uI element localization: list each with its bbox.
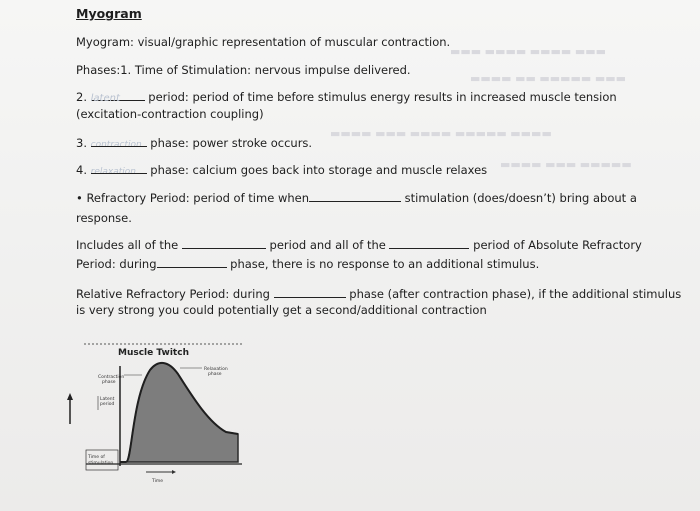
phase-2-number: 2. — [76, 90, 87, 104]
relative-blank[interactable] — [274, 287, 346, 298]
absolute-text-a: Includes all of the — [76, 238, 179, 252]
bleed-through-text: ▬▬▬▬ ▬▬ ▬▬▬▬▬ ▬▬▬ — [470, 72, 626, 85]
bleed-through-text: ▬▬▬▬ ▬▬▬ ▬▬▬▬▬ — [500, 158, 632, 171]
phase-2-text: period: period of time before stimulus energy results in increased muscle tension — [148, 90, 617, 104]
tension-arrow-head — [67, 393, 73, 400]
refractory-text-b: stimulation (does/doesn’t) bring about a — [404, 191, 637, 205]
refractory-line — [76, 191, 637, 206]
absolute-text-c: period of Absolute Refractory — [473, 238, 642, 252]
time-arrow-head — [172, 470, 176, 474]
phase-2-handwritten-answer: latent — [90, 93, 120, 104]
time-label: Time — [152, 479, 164, 484]
phase-4-number: 4. — [76, 163, 87, 177]
absolute-blank-3[interactable] — [157, 257, 227, 268]
absolute-blank-2[interactable] — [389, 238, 469, 249]
absolute-line-2 — [76, 257, 539, 272]
phase-2-blank[interactable] — [90, 90, 145, 104]
contraction-label-2: phase — [102, 380, 116, 385]
muscle-twitch-diagram — [62, 338, 252, 488]
phase-2-line — [76, 90, 617, 105]
refractory-text-line2: response. — [76, 211, 132, 225]
absolute-text-d: Period: during — [76, 257, 157, 271]
phase-4-handwritten-answer: relaxation — [90, 167, 136, 174]
phase-4-line — [76, 163, 487, 178]
relaxation-label-2: phase — [208, 372, 222, 377]
stimulation-box — [86, 450, 118, 470]
latent-label-2: period — [100, 402, 115, 407]
definition-text: Myogram: visual/graphic representation of muscular contraction. — [76, 35, 451, 49]
absolute-blank-1[interactable] — [182, 238, 266, 249]
phase-4-blank[interactable] — [91, 163, 147, 174]
phase-2-text-line2: (excitation-contraction coupling) — [76, 107, 264, 121]
stimulation-label-1: Time of — [88, 455, 105, 460]
absolute-text-b: period and all of the — [269, 238, 386, 252]
refractory-blank[interactable] — [309, 191, 401, 202]
refractory-text-a: Refractory Period: period of time when — [86, 191, 309, 205]
bullet: • — [76, 191, 83, 205]
relaxation-label-1: Relaxation — [204, 367, 228, 372]
phases-intro: Phases:1. Time of Stimulation: nervous impulse delivered. — [76, 63, 411, 77]
contraction-label-1: Contraction — [98, 375, 125, 380]
phase-3-handwritten-answer: contraction — [90, 140, 142, 147]
absolute-text-e: phase, there is no response to an additional stimulus. — [230, 257, 540, 271]
diagram-title: Muscle Twitch — [118, 348, 189, 358]
stimulation-label-2: stimulation — [88, 461, 114, 466]
relative-line-1 — [76, 287, 681, 302]
phase-3-number: 3. — [76, 136, 87, 150]
latent-label-1: Latent — [100, 397, 115, 402]
bleed-through-text: ▬▬▬▬ ▬▬▬ ▬▬▬▬ ▬▬▬▬▬ ▬▬▬▬ — [330, 127, 552, 140]
absolute-line-1 — [76, 238, 642, 253]
twitch-curve-fill — [120, 363, 238, 462]
bleed-through-text: ▬▬▬ ▬▬▬▬ ▬▬▬▬ ▬▬▬ — [450, 45, 606, 58]
relative-text-b: phase (after contraction phase), if the additional stimulus — [349, 287, 682, 301]
page-title: Myogram — [76, 6, 142, 21]
relative-text-a: Relative Refractory Period: during — [76, 287, 270, 301]
relative-line-2: is very strong you could potentially get a second/additional contraction — [76, 303, 487, 317]
phase-3-text: phase: power stroke occurs. — [150, 136, 313, 150]
phase-3-blank[interactable] — [91, 136, 147, 147]
phase-4-text: phase: calcium goes back into storage and muscle relaxes — [150, 163, 488, 177]
phase-3-line — [76, 136, 312, 151]
